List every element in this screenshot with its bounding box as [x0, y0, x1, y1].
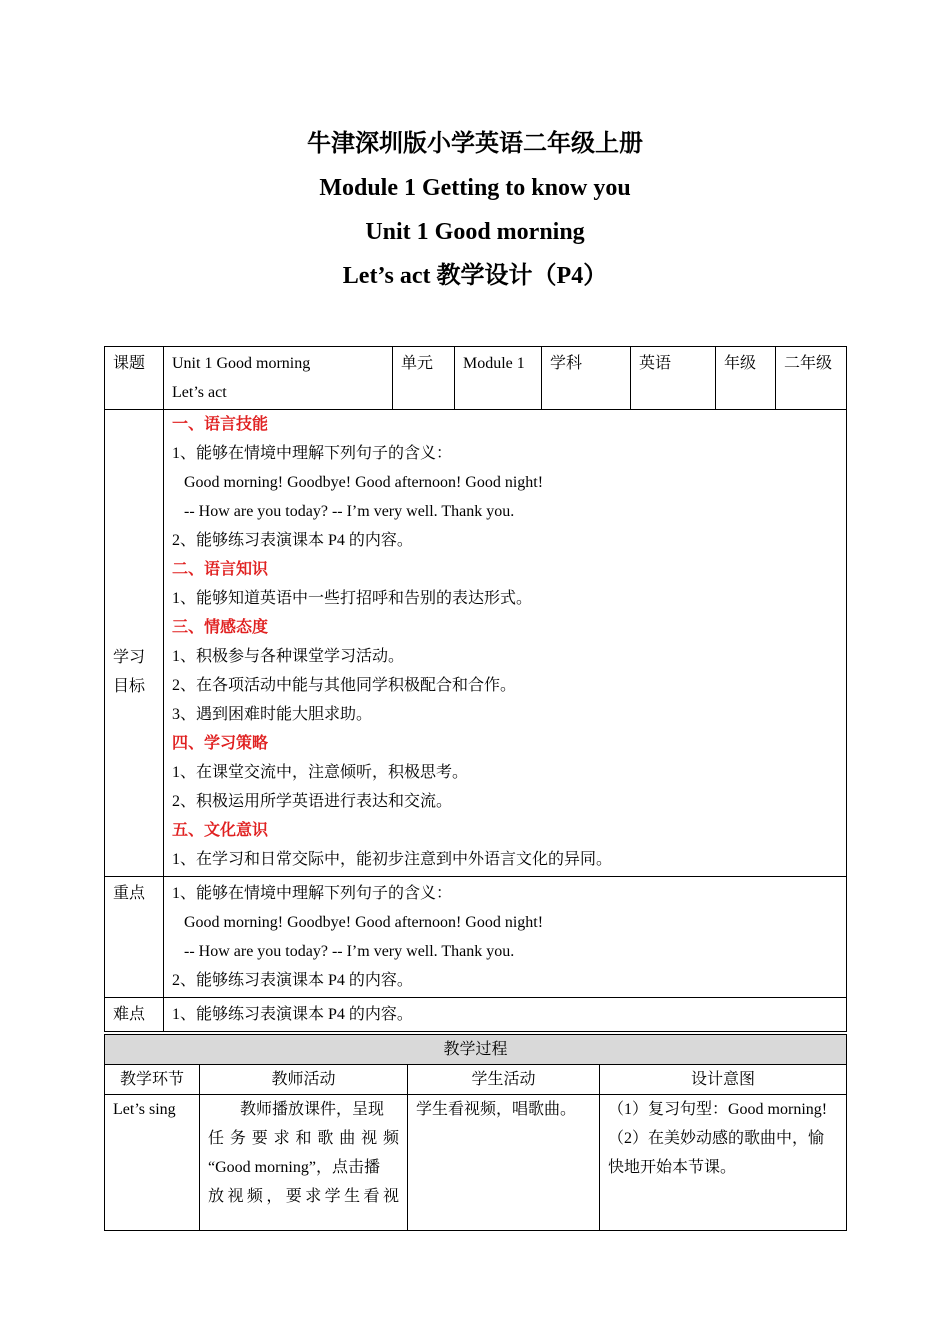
intent-line: （1）复习句型：Good morning!	[608, 1101, 828, 1118]
topic-value-line-1: Unit 1 Good morning	[172, 355, 311, 372]
col-stage: 教学环节	[105, 1065, 200, 1095]
section-title-language-knowledge: 二、语言知识	[172, 561, 269, 578]
key-points-row	[105, 877, 847, 998]
grade-label: 年级	[716, 347, 776, 410]
difficult-point-item: 1、能够练习表演课本 P4 的内容。	[172, 1006, 413, 1023]
topic-label: 课题	[105, 347, 164, 410]
stage-cell: Let’s sing	[105, 1095, 200, 1231]
key-point-item: 2、能够练习表演课本 P4 的内容。	[172, 972, 413, 989]
col-intent: 设计意图	[600, 1065, 847, 1095]
title-line-1: 牛津深圳版小学英语二年级上册	[307, 131, 643, 157]
objective-item: 1、能够在情境中理解下列句子的含义：	[172, 445, 453, 462]
title-line-3: Unit 1 Good morning	[365, 219, 585, 245]
section-title-language-skills: 一、语言技能	[172, 416, 269, 433]
objective-item: 2、积极运用所学英语进行表达和交流。	[172, 793, 453, 810]
objectives-label-1: 学习	[113, 649, 146, 666]
teacher-line: 放视频，要求学生看视	[208, 1188, 399, 1205]
subject-value: 英语	[631, 347, 716, 410]
process-header-row	[105, 1065, 847, 1095]
objective-item: 1、能够知道英语中一些打招呼和告别的表达形式。	[172, 590, 533, 607]
objective-item: 1、积极参与各种课堂学习活动。	[172, 648, 405, 665]
intent-line: （2）在美妙动感的歌曲中，愉	[608, 1130, 825, 1147]
objective-item: 2、在各项活动中能与其他同学积极配合和合作。	[172, 677, 517, 694]
header-row	[105, 347, 847, 410]
objective-sentence: -- How are you today? -- I’m very well. Thank you.	[184, 503, 515, 520]
section-title-culture: 五、文化意识	[172, 822, 269, 839]
objective-sentence: Good morning! Goodbye! Good afternoon! Good night!	[184, 474, 544, 491]
section-title-strategy: 四、学习策略	[172, 735, 269, 752]
teacher-line: “Good morning”，点击播	[208, 1159, 380, 1176]
objective-item: 1、在学习和日常交际中，能初步注意到中外语言文化的异同。	[172, 851, 613, 868]
objectives-row	[105, 410, 847, 877]
key-points-label: 重点	[105, 877, 164, 998]
subject-label: 学科	[542, 347, 631, 410]
teaching-process-table	[104, 1034, 847, 1231]
objectives-label-2: 目标	[113, 678, 146, 695]
key-point-sentence: -- How are you today? -- I’m very well. Thank you.	[184, 943, 515, 960]
document-title	[0, 122, 950, 298]
difficult-points-content	[164, 998, 847, 1032]
teacher-line: 任务要求和歌曲视频	[208, 1130, 399, 1147]
process-band: 教学过程	[105, 1035, 847, 1065]
difficult-points-row	[105, 998, 847, 1032]
intent-line: 快地开始本节课。	[608, 1159, 737, 1176]
lesson-info-table	[104, 346, 847, 1032]
topic-value-line-2: Let’s act	[172, 384, 227, 401]
key-point-sentence: Good morning! Goodbye! Good afternoon! Good night!	[184, 914, 544, 931]
difficult-points-label: 难点	[105, 998, 164, 1032]
objective-item: 2、能够练习表演课本 P4 的内容。	[172, 532, 413, 549]
objective-item: 1、在课堂交流中，注意倾听，积极思考。	[172, 764, 469, 781]
process-band-row	[105, 1035, 847, 1065]
key-point-item: 1、能够在情境中理解下列句子的含义：	[172, 885, 453, 902]
objective-item: 3、遇到困难时能大胆求助。	[172, 706, 373, 723]
unit-label: 单元	[393, 347, 455, 410]
col-student: 学生活动	[408, 1065, 600, 1095]
process-row	[105, 1095, 847, 1231]
student-cell: 学生看视频，唱歌曲。	[408, 1095, 600, 1231]
section-title-attitude: 三、情感态度	[172, 619, 269, 636]
teacher-cell	[200, 1095, 408, 1231]
grade-value: 二年级	[776, 347, 847, 410]
title-line-4: Let’s act 教学设计（P4）	[342, 263, 608, 289]
topic-value	[164, 347, 393, 410]
key-points-content	[164, 877, 847, 998]
unit-value: Module 1	[455, 347, 542, 410]
objectives-label	[105, 410, 164, 877]
col-teacher: 教师活动	[200, 1065, 408, 1095]
teacher-line: 教师播放课件，呈现	[240, 1101, 385, 1118]
title-line-2: Module 1 Getting to know you	[319, 175, 631, 201]
objectives-content	[164, 410, 847, 877]
intent-cell	[600, 1095, 847, 1231]
